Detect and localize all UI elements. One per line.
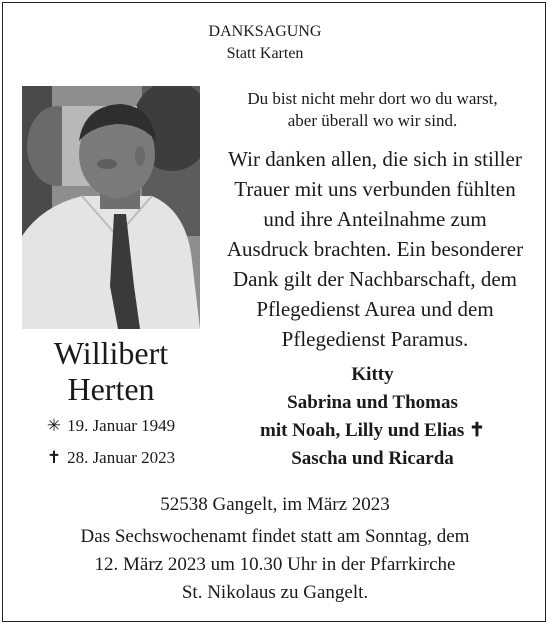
family-line: Sabrina und Thomas — [287, 392, 458, 413]
quote-line: aber überall wo wir sind. — [287, 111, 458, 130]
thanks-line: Pflegedienst Paramus. — [281, 327, 469, 351]
deceased-first-name: Willibert — [53, 335, 169, 371]
thanks-line: Trauer mit uns verbunden fühlten — [234, 177, 516, 201]
family-line: Sascha und Ricarda — [291, 448, 454, 469]
place-date: 52538 Gangelt, im März 2023 — [160, 494, 390, 515]
birth-line — [22, 414, 200, 438]
thanks-line: Ausdruck brachten. Ein besonderer — [226, 237, 524, 261]
service-line: St. Nikolaus zu Gangelt. — [181, 582, 369, 603]
service-line: 12. März 2023 um 10.30 Uhr in der Pfarrkirche — [94, 554, 456, 575]
family-line: mit Noah, Lilly und Elias ✝ — [260, 420, 485, 441]
death-date: 28. Januar 2023 — [67, 448, 176, 467]
death-cross-icon: ✝ — [46, 448, 62, 467]
deceased-last-name: Herten — [67, 371, 155, 407]
birth-date: 19. Januar 1949 — [67, 416, 176, 435]
quote-line: Du bist nicht mehr dort wo du warst, — [247, 89, 498, 108]
thanks-line: Wir danken allen, die sich in stiller — [228, 147, 522, 171]
thanks-line: Pflegedienst Aurea und dem — [256, 297, 494, 321]
thanks-line: Dank gilt der Nachbarschaft, dem — [233, 267, 517, 291]
thanks-line: und ihre Anteilnahme zum — [263, 207, 487, 231]
service-line: Das Sechswochenamt findet statt am Sonntag, dem — [80, 526, 470, 547]
portrait-photo — [22, 86, 200, 329]
family-line: Kitty — [351, 364, 394, 385]
death-line — [22, 446, 200, 470]
birth-star-icon: ✳ — [46, 416, 62, 435]
notice-heading: DANKSAGUNG — [208, 23, 322, 40]
notice-subheading: Statt Karten — [226, 45, 304, 62]
